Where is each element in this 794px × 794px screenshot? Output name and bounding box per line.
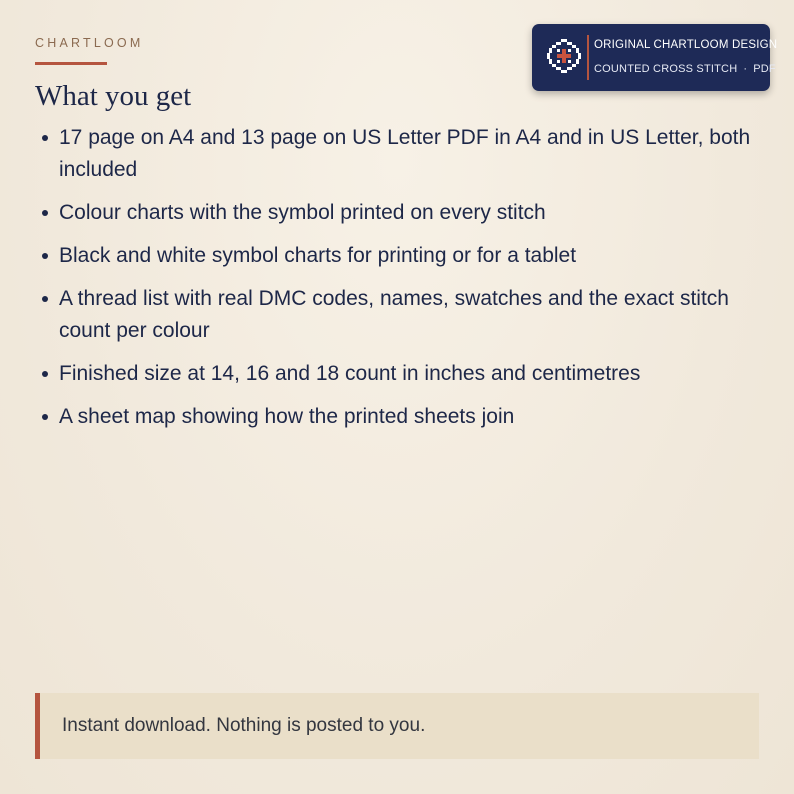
page-title: What you get — [35, 80, 192, 112]
feature-text: Colour charts with the symbol printed on every stitch — [59, 201, 546, 224]
cross-stitch-emblem-icon — [546, 38, 582, 74]
bullet-icon — [42, 296, 48, 302]
list-item — [40, 240, 760, 272]
badge-separator: · — [743, 63, 748, 75]
note-accent-bar — [35, 693, 40, 759]
design-badge — [532, 24, 778, 91]
bullet-icon — [42, 253, 48, 259]
feature-text: Finished size at 14, 16 and 18 count in inches and centimetres — [59, 362, 641, 385]
list-item — [40, 283, 760, 347]
brand-underline — [35, 62, 107, 65]
badge-title: ORIGINAL CHARTLOOM DESIGN — [594, 39, 778, 51]
badge-subtitle — [594, 63, 776, 75]
feature-text: Black and white symbol charts for printing or for a tablet — [59, 244, 577, 267]
list-item — [40, 358, 760, 390]
badge-format-file: PDF — [753, 63, 776, 75]
delivery-note — [35, 693, 759, 759]
brand-name: CHARTLOOM — [35, 36, 144, 50]
bullet-icon — [42, 210, 48, 216]
badge-format-type: COUNTED CROSS STITCH — [594, 63, 738, 75]
badge-divider — [587, 35, 589, 80]
feature-list — [40, 122, 760, 444]
feature-text: A sheet map showing how the printed sheets join — [59, 405, 515, 428]
bullet-icon — [42, 414, 48, 420]
bullet-icon — [42, 135, 48, 141]
list-item — [40, 197, 760, 229]
feature-text: A thread list with real DMC codes, names, swatches and the exact stitch count per colour — [59, 287, 729, 342]
note-text: Instant download. Nothing is posted to you. — [62, 715, 426, 736]
list-item — [40, 401, 760, 433]
feature-text: 17 page on A4 and 13 page on US Letter PDF in A4 and in US Letter, both included — [59, 126, 751, 181]
list-item — [40, 122, 760, 186]
bullet-icon — [42, 371, 48, 377]
